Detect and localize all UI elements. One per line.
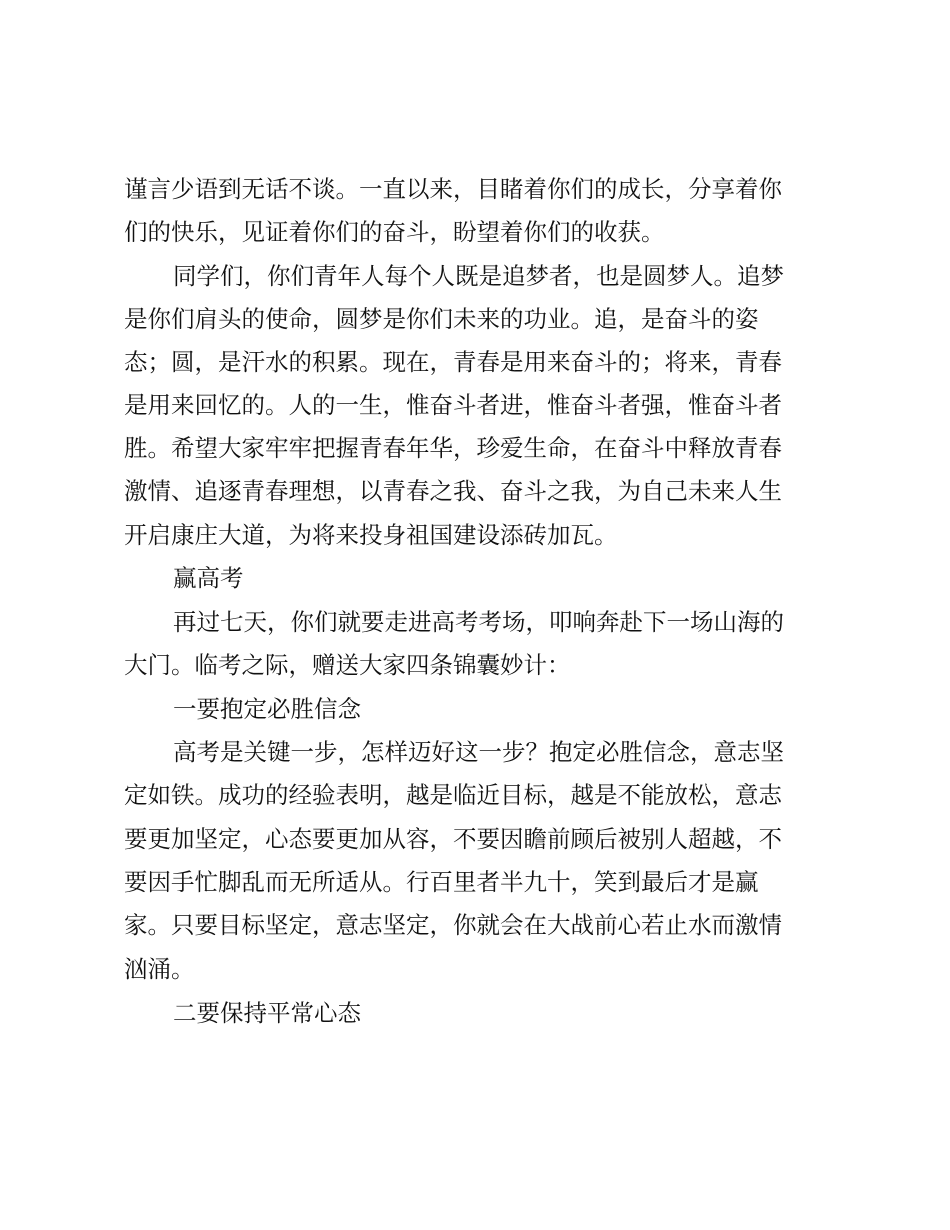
section-heading: 赢高考	[173, 564, 244, 592]
text-line: 要因手忙脚乱而无所适从。行百里者半九十，笑到最后才是赢	[124, 868, 759, 896]
text-line: 开启康庄大道，为将来投身祖国建设添砖加瓦。	[124, 521, 618, 549]
text-line: 要更加坚定，心态要更加从容，不要因瞻前顾后被别人超越，不	[124, 825, 782, 853]
text-line: 们的快乐，见证着你们的奋斗，盼望着你们的收获。	[124, 218, 665, 246]
paragraph-start: 高考是关键一步，怎样迈好这一步？抱定必胜信念，意志坚	[173, 738, 784, 766]
text-line: 家。只要目标坚定，意志坚定，你就会在大战前心若止水而激情	[124, 911, 782, 939]
text-line: 是用来回忆的。人的一生，惟奋斗者进，惟奋斗者强，惟奋斗者	[124, 391, 782, 419]
text-line: 胜。希望大家牢牢把握青春年华，珍爱生命，在奋斗中释放青春	[124, 434, 782, 462]
text-line: 激情、追逐青春理想，以青春之我、奋斗之我，为自己未来人生	[124, 477, 782, 505]
paragraph-start: 同学们，你们青年人每个人既是追梦者，也是圆梦人。追梦	[173, 262, 784, 290]
text-line: 态；圆，是汗水的积累。现在，青春是用来奋斗的；将来，青春	[124, 348, 782, 376]
text-line: 定如铁。成功的经验表明，越是临近目标，越是不能放松，意志	[124, 781, 782, 809]
text-line: 汹涌。	[124, 955, 195, 983]
section-heading: 一要抱定必胜信念	[173, 695, 361, 723]
section-heading: 二要保持平常心态	[173, 999, 361, 1027]
text-line: 谨言少语到无话不谈。一直以来，目睹着你们的成长，分享着你	[124, 175, 782, 203]
text-line: 是你们肩头的使命，圆梦是你们未来的功业。追，是奋斗的姿	[124, 305, 759, 333]
paragraph-start: 再过七天，你们就要走进高考考场，叩响奔赴下一场山海的	[173, 608, 784, 636]
text-line: 大门。临考之际，赠送大家四条锦囊妙计：	[124, 651, 571, 679]
